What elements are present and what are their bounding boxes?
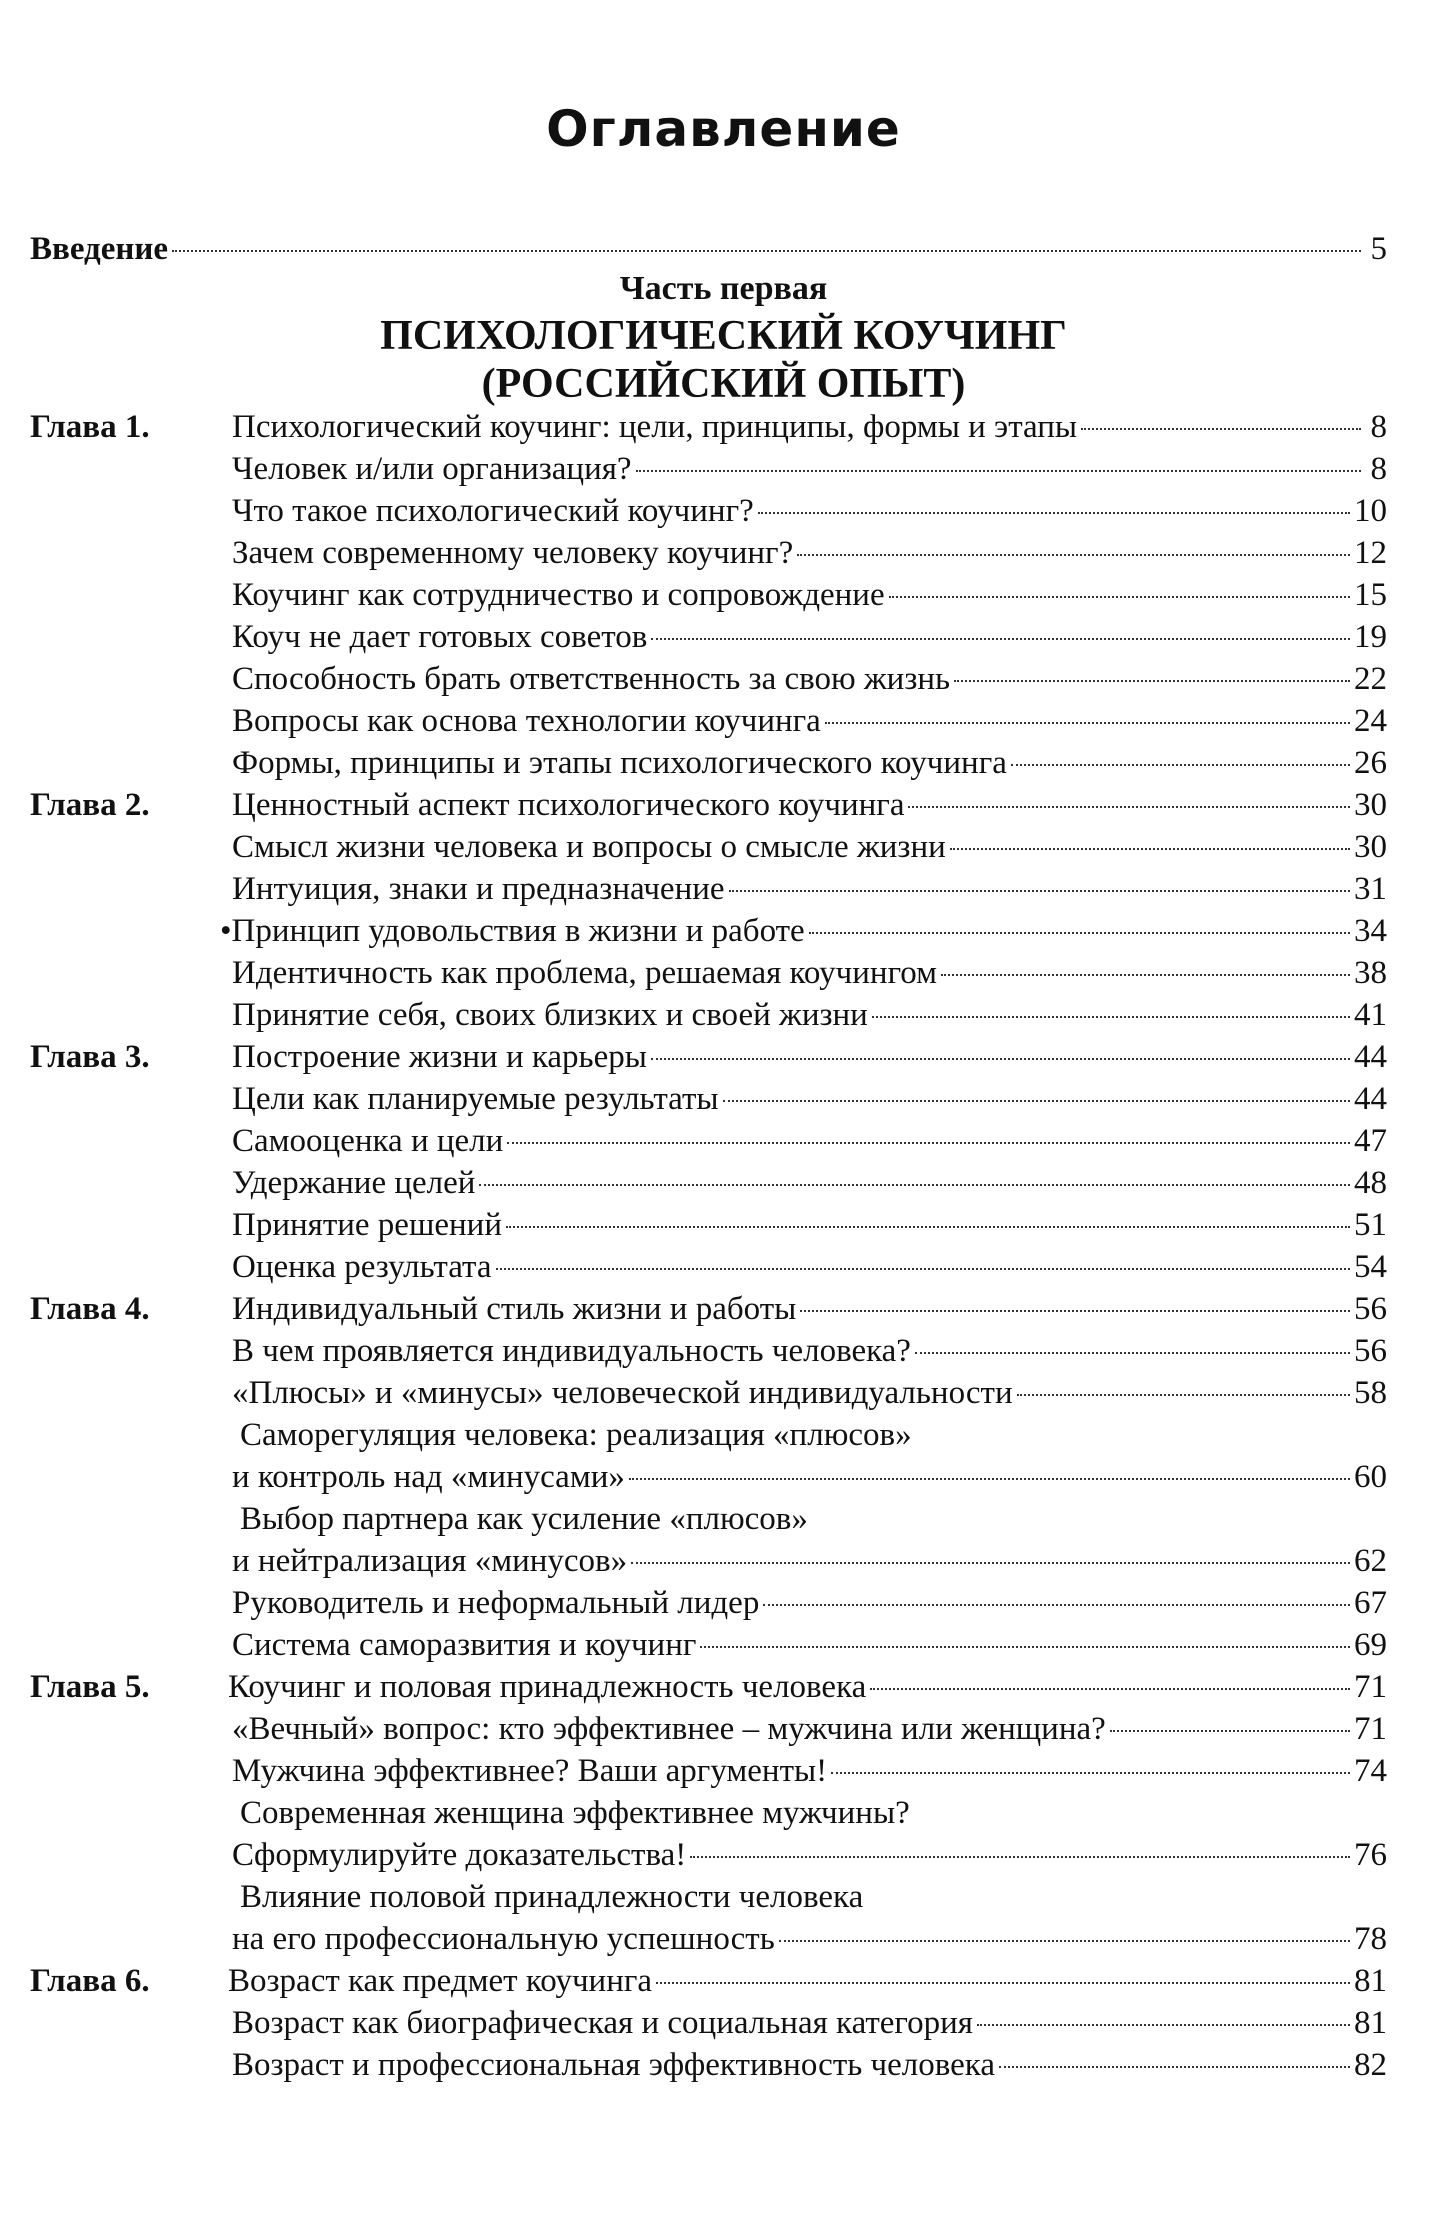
page-number: 22 bbox=[1354, 661, 1387, 697]
section-title: «Вечный» вопрос: кто эффективнее – мужчина или женщина? bbox=[232, 1711, 1106, 1747]
toc-entry bbox=[232, 1582, 1387, 1624]
page-title: Оглавление bbox=[546, 100, 901, 158]
leader-dots bbox=[800, 1310, 1350, 1312]
section-title: Самооценка и цели bbox=[232, 1123, 504, 1159]
toc-section-row[interactable] bbox=[0, 2002, 1447, 2044]
leader-dots bbox=[977, 2024, 1350, 2026]
toc-entry bbox=[232, 1078, 1387, 1120]
leader-dots bbox=[690, 1856, 1350, 1858]
section-title: Возраст как биографическая и социальная категория bbox=[232, 2005, 973, 2041]
leader-dots bbox=[779, 1940, 1350, 1942]
page-number: 31 bbox=[1354, 871, 1387, 907]
toc-entry bbox=[232, 1246, 1387, 1288]
toc-entry bbox=[232, 1288, 1387, 1330]
toc-entry bbox=[232, 1204, 1387, 1246]
page-number: 62 bbox=[1354, 1543, 1387, 1579]
toc-section-row[interactable] bbox=[0, 1120, 1447, 1162]
part-label: Часть первая bbox=[619, 270, 828, 307]
chapter-label: Глава 6. bbox=[30, 1963, 150, 1999]
toc-entry bbox=[232, 1708, 1387, 1750]
toc-section-row[interactable] bbox=[0, 1750, 1447, 1792]
toc-section-row[interactable] bbox=[0, 616, 1447, 658]
toc-intro-row[interactable] bbox=[0, 228, 1447, 270]
toc-section-row[interactable] bbox=[0, 826, 1447, 868]
leader-dots bbox=[941, 974, 1350, 976]
toc-section-row[interactable] bbox=[0, 700, 1447, 742]
section-title: Идентичность как проблема, решаемая коучингом bbox=[232, 955, 938, 991]
leader-dots bbox=[479, 1184, 1350, 1186]
section-title: Зачем современному человеку коучинг? bbox=[232, 535, 794, 571]
page-number: 60 bbox=[1354, 1459, 1387, 1495]
toc-entry bbox=[232, 574, 1387, 616]
page-number: 47 bbox=[1354, 1123, 1387, 1159]
leader-dots bbox=[729, 890, 1350, 892]
page-number: 8 bbox=[1370, 409, 1387, 445]
intro-label: Введение bbox=[30, 231, 169, 267]
toc-entry bbox=[232, 2044, 1387, 2086]
leader-dots bbox=[763, 1604, 1350, 1606]
toc-chapter-row[interactable] bbox=[0, 784, 1447, 826]
chapter-title: Индивидуальный стиль жизни и работы bbox=[232, 1291, 797, 1327]
toc-section-row[interactable] bbox=[0, 1246, 1447, 1288]
leader-dots bbox=[656, 1982, 1350, 1984]
toc-section-continuation bbox=[0, 1414, 1447, 1456]
page-number: 51 bbox=[1354, 1207, 1387, 1243]
toc-entry bbox=[232, 784, 1387, 826]
toc-section-row[interactable] bbox=[0, 490, 1447, 532]
toc-section-row[interactable] bbox=[0, 1456, 1447, 1498]
chapter-label: Глава 4. bbox=[30, 1291, 150, 1327]
leader-dots bbox=[999, 2066, 1350, 2068]
toc-entry bbox=[232, 1120, 1387, 1162]
toc-entry bbox=[232, 658, 1387, 700]
toc-entry bbox=[232, 1750, 1387, 1792]
leader-dots bbox=[915, 1352, 1350, 1354]
toc-section-row[interactable] bbox=[0, 574, 1447, 616]
leader-dots bbox=[651, 638, 1350, 640]
page-number: 5 bbox=[1370, 231, 1387, 267]
page-number: 67 bbox=[1354, 1585, 1387, 1621]
toc-entry bbox=[232, 868, 1387, 910]
page-number: 44 bbox=[1354, 1081, 1387, 1117]
page-number: 81 bbox=[1354, 1963, 1387, 1999]
section-title: Способность брать ответственность за свою жизнь bbox=[232, 661, 951, 697]
page-number: 71 bbox=[1354, 1669, 1387, 1705]
toc-entry bbox=[232, 826, 1387, 868]
page-number: 38 bbox=[1354, 955, 1387, 991]
section-title: Принятие решений bbox=[232, 1207, 502, 1243]
toc-entry bbox=[232, 448, 1387, 490]
page-number: 41 bbox=[1354, 997, 1387, 1033]
page-number: 56 bbox=[1354, 1291, 1387, 1327]
leader-dots bbox=[758, 512, 1350, 514]
toc-section-row[interactable] bbox=[0, 1540, 1447, 1582]
page-number: 81 bbox=[1354, 2005, 1387, 2041]
toc-section-row[interactable] bbox=[0, 1330, 1447, 1372]
toc-section-row[interactable] bbox=[0, 448, 1447, 490]
toc-section-row[interactable] bbox=[0, 2044, 1447, 2086]
toc-section-row[interactable] bbox=[0, 910, 1447, 952]
page-number: 34 bbox=[1354, 913, 1387, 949]
leader-dots bbox=[950, 848, 1350, 850]
chapter-title: Коучинг и половая принадлежность человека bbox=[228, 1669, 867, 1705]
section-title: Удержание целей bbox=[232, 1165, 476, 1201]
leader-dots bbox=[629, 1478, 1350, 1480]
section-title-line1: Саморегуляция человека: реализация «плюсов» bbox=[240, 1417, 912, 1453]
section-title: В чем проявляется индивидуальность человека? bbox=[232, 1333, 911, 1369]
toc-section-row[interactable] bbox=[0, 1582, 1447, 1624]
page-number: 48 bbox=[1354, 1165, 1387, 1201]
toc-chapter-row[interactable] bbox=[0, 406, 1447, 448]
leader-dots bbox=[723, 1100, 1350, 1102]
toc-section-row[interactable] bbox=[0, 994, 1447, 1036]
toc-section-row[interactable] bbox=[0, 658, 1447, 700]
leader-dots bbox=[825, 722, 1350, 724]
section-title: Коуч не дает готовых советов bbox=[232, 619, 648, 655]
section-title: Смысл жизни человека и вопросы о смысле жизни bbox=[232, 829, 946, 865]
toc-chapter-row[interactable] bbox=[0, 1288, 1447, 1330]
toc-entry bbox=[232, 1330, 1387, 1372]
section-title: Цели как планируемые результаты bbox=[232, 1081, 719, 1117]
page-number: 30 bbox=[1354, 829, 1387, 865]
toc-entry bbox=[228, 1960, 1387, 2002]
section-title: Вопросы как основа технологии коучинга bbox=[232, 703, 821, 739]
toc-section-row[interactable] bbox=[0, 1078, 1447, 1120]
toc-chapter-row[interactable] bbox=[0, 1960, 1447, 2002]
section-title: Мужчина эффективнее? Ваши аргументы! bbox=[232, 1753, 828, 1789]
leader-dots bbox=[700, 1646, 1350, 1648]
page-number: 12 bbox=[1354, 535, 1387, 571]
page-number: 56 bbox=[1354, 1333, 1387, 1369]
toc-entry bbox=[232, 1162, 1387, 1204]
page-number: 10 bbox=[1354, 493, 1387, 529]
toc-entry bbox=[232, 406, 1387, 448]
toc-entry bbox=[228, 1666, 1387, 1708]
section-title: на его профессиональную успешность bbox=[232, 1921, 775, 1957]
page-number: 58 bbox=[1354, 1375, 1387, 1411]
toc-section-continuation bbox=[0, 1792, 1447, 1834]
toc-section-row[interactable] bbox=[0, 952, 1447, 994]
toc-entry bbox=[232, 1540, 1387, 1582]
toc-entry bbox=[232, 1834, 1387, 1876]
page-number: 76 bbox=[1354, 1837, 1387, 1873]
section-title: Формы, принципы и этапы психологического коучинга bbox=[232, 745, 1007, 781]
toc-section-row[interactable] bbox=[0, 1624, 1447, 1666]
toc-chapter-row[interactable] bbox=[0, 1666, 1447, 1708]
toc-section-continuation bbox=[0, 1876, 1447, 1918]
section-title: Оценка результата bbox=[232, 1249, 492, 1285]
toc-entry bbox=[232, 952, 1387, 994]
toc-section-continuation bbox=[0, 1498, 1447, 1540]
leader-dots bbox=[889, 596, 1350, 598]
toc-chapter-row[interactable] bbox=[0, 1036, 1447, 1078]
chapter-label: Глава 5. bbox=[30, 1669, 150, 1705]
toc-entry bbox=[232, 1372, 1387, 1414]
section-title: Принятие себя, своих близких и своей жизни bbox=[232, 997, 868, 1033]
section-title: Руководитель и неформальный лидер bbox=[232, 1585, 760, 1621]
chapter-title: Психологический коучинг: цели, принципы, формы и этапы bbox=[232, 409, 1078, 445]
leader-dots bbox=[908, 806, 1350, 808]
toc-entry bbox=[232, 616, 1387, 658]
page-number: 26 bbox=[1354, 745, 1387, 781]
section-title-line1: Современная женщина эффективнее мужчины? bbox=[240, 1795, 910, 1831]
toc-entry bbox=[232, 1624, 1387, 1666]
toc-entry bbox=[232, 742, 1387, 784]
toc-entry bbox=[232, 994, 1387, 1036]
section-title-line1: Влияние половой принадлежности человека bbox=[240, 1879, 864, 1915]
chapter-title: Построение жизни и карьеры bbox=[232, 1039, 647, 1075]
section-title: Коучинг как сотрудничество и сопровождение bbox=[232, 577, 885, 613]
part-title-line1: ПСИХОЛОГИЧЕСКИЙ КОУЧИНГ bbox=[380, 313, 1067, 359]
toc-entry bbox=[232, 700, 1387, 742]
leader-dots bbox=[1110, 1730, 1350, 1732]
leader-dots bbox=[797, 554, 1350, 556]
toc-section-row[interactable] bbox=[0, 868, 1447, 910]
leader-dots bbox=[1017, 1394, 1350, 1396]
toc-entry bbox=[232, 490, 1387, 532]
leader-dots bbox=[872, 1016, 1350, 1018]
leader-dots bbox=[636, 470, 1361, 472]
leader-dots bbox=[809, 932, 1350, 934]
section-title: Возраст и профессиональная эффективность человека bbox=[232, 2047, 995, 2083]
page-number: 8 bbox=[1370, 451, 1387, 487]
page-number: 24 bbox=[1354, 703, 1387, 739]
section-title: «Плюсы» и «минусы» человеческой индивидуальности bbox=[232, 1375, 1013, 1411]
toc-entry bbox=[232, 2002, 1387, 2044]
leader-dots bbox=[506, 1226, 1350, 1228]
chapter-label: Глава 1. bbox=[30, 409, 150, 445]
leader-dots bbox=[507, 1142, 1350, 1144]
leader-dots bbox=[1081, 428, 1361, 430]
leader-dots bbox=[831, 1772, 1350, 1774]
page-number: 71 bbox=[1354, 1711, 1387, 1747]
toc-entry bbox=[220, 910, 1387, 952]
leader-dots bbox=[631, 1562, 1350, 1564]
toc-entry bbox=[232, 1918, 1387, 1960]
leader-dots bbox=[172, 250, 1361, 252]
part-title-line2: (РОССИЙСКИЙ ОПЫТ) bbox=[481, 361, 966, 407]
toc-section-row[interactable] bbox=[0, 532, 1447, 574]
toc-entry bbox=[30, 228, 1387, 270]
page-number: 44 bbox=[1354, 1039, 1387, 1075]
toc-section-row[interactable] bbox=[0, 1204, 1447, 1246]
chapter-title: Возраст как предмет коучинга bbox=[228, 1963, 653, 1999]
toc-section-row[interactable] bbox=[0, 1372, 1447, 1414]
section-title: Сформулируйте доказательства! bbox=[232, 1837, 687, 1873]
page-number: 19 bbox=[1354, 619, 1387, 655]
page-number: 78 bbox=[1354, 1921, 1387, 1957]
leader-dots bbox=[954, 680, 1350, 682]
toc-section-row[interactable] bbox=[0, 1708, 1447, 1750]
section-title-line1: Выбор партнера как усиление «плюсов» bbox=[240, 1501, 808, 1537]
page-number: 74 bbox=[1354, 1753, 1387, 1789]
toc-section-row[interactable] bbox=[0, 1918, 1447, 1960]
toc-section-row[interactable] bbox=[0, 742, 1447, 784]
leader-dots bbox=[1011, 764, 1350, 766]
page-number: 54 bbox=[1354, 1249, 1387, 1285]
toc-entry bbox=[232, 532, 1387, 574]
section-title: и нейтрализация «минусов» bbox=[232, 1543, 628, 1579]
section-title: Человек и/или организация? bbox=[232, 451, 632, 487]
page-number: 30 bbox=[1354, 787, 1387, 823]
page-number: 82 bbox=[1354, 2047, 1387, 2083]
toc-entry bbox=[232, 1456, 1387, 1498]
section-title: Интуиция, знаки и предназначение bbox=[232, 871, 725, 907]
page-number: 69 bbox=[1354, 1627, 1387, 1663]
toc-section-row[interactable] bbox=[0, 1834, 1447, 1876]
leader-dots bbox=[496, 1268, 1350, 1270]
section-title: •Принцип удовольствия в жизни и работе bbox=[220, 913, 805, 949]
section-title: Что такое психологический коучинг? bbox=[232, 493, 754, 529]
chapter-title: Ценностный аспект психологического коучинга bbox=[232, 787, 905, 823]
chapter-label: Глава 3. bbox=[30, 1039, 150, 1075]
page-number: 15 bbox=[1354, 577, 1387, 613]
chapter-label: Глава 2. bbox=[30, 787, 150, 823]
leader-dots bbox=[651, 1058, 1350, 1060]
section-title: и контроль над «минусами» bbox=[232, 1459, 625, 1495]
section-title: Система саморазвития и коучинг bbox=[232, 1627, 697, 1663]
toc-entry bbox=[232, 1036, 1387, 1078]
toc-section-row[interactable] bbox=[0, 1162, 1447, 1204]
leader-dots bbox=[870, 1688, 1350, 1690]
